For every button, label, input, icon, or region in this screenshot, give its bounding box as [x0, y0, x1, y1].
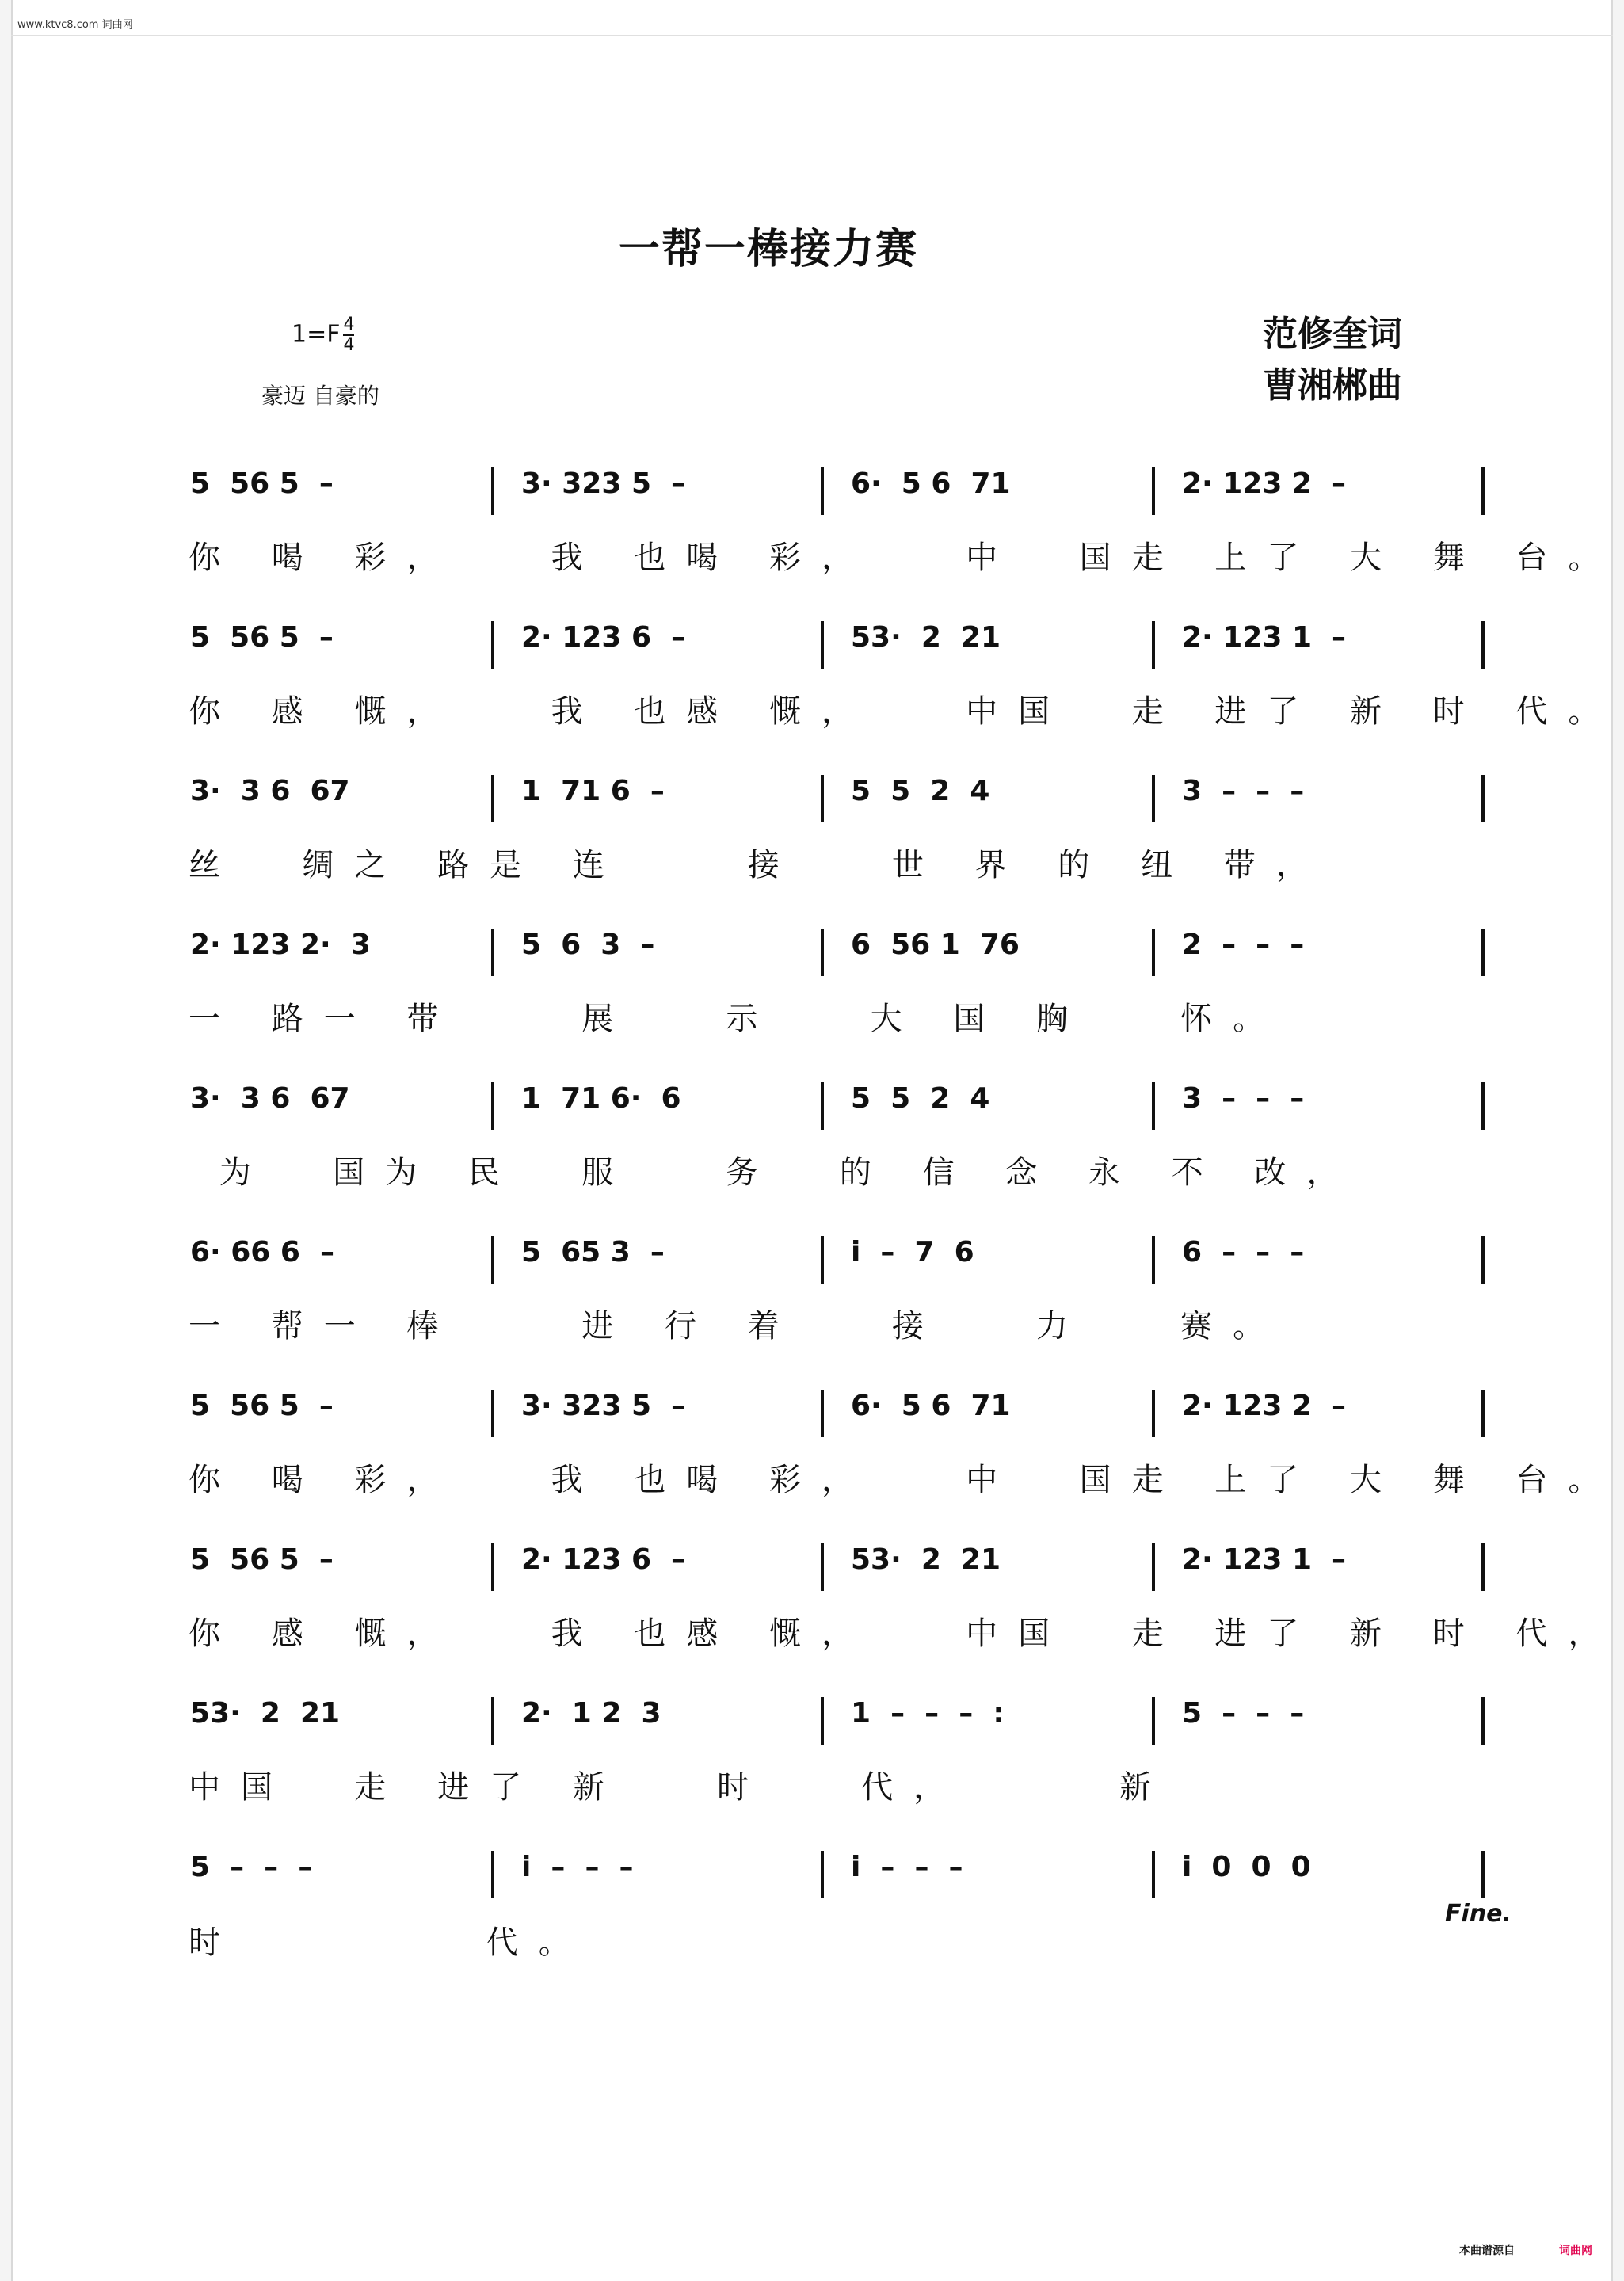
measure: 6· 66 6 – [190, 1236, 335, 1268]
bar-line [821, 929, 824, 976]
bar-line [1481, 1082, 1485, 1130]
lyrics-line-9: 中国 走 进了 新 时 代， 新 [189, 1769, 1172, 1806]
measure: 1 – – – : [851, 1697, 1005, 1730]
bar-line [491, 1697, 494, 1745]
measure: i – – – [851, 1851, 963, 1883]
lyrics-line-10: 时 代。 [189, 1924, 591, 1961]
measure: 5 56 5 – [190, 621, 334, 654]
notation-line-4 [181, 929, 1504, 967]
notation-line-5 [181, 1082, 1504, 1120]
measure: 2· 123 2· 3 [190, 929, 371, 961]
measure: 5 56 5 – [190, 1390, 334, 1422]
measure: 3 – – – [1182, 1082, 1305, 1115]
lyrics-line-4: 一 路一 带 展 示 大 国 胸 怀。 [189, 1001, 1286, 1037]
bar-line [1152, 1543, 1155, 1591]
measure: 5 56 5 – [190, 1543, 334, 1576]
bar-line [491, 467, 494, 515]
page-right-margin [1611, 0, 1624, 2281]
footer-site-name: 词曲网 [1559, 2245, 1592, 2257]
bar-line [491, 621, 494, 669]
measure: 1 71 6 – [521, 775, 665, 807]
bar-line [1481, 1236, 1485, 1284]
bar-line [821, 1390, 824, 1437]
measure: 2· 123 6 – [521, 621, 686, 654]
bar-line [821, 1236, 824, 1284]
measure: 6· 5 6 71 [851, 467, 1011, 500]
bar-line [491, 1390, 494, 1437]
bar-line [1152, 467, 1155, 515]
bar-line [1481, 929, 1485, 976]
bar-line [1152, 775, 1155, 822]
source-url: www.ktvc8.com 词曲网 [17, 19, 133, 31]
notation-line-1 [181, 467, 1504, 505]
bar-line [1481, 1390, 1485, 1437]
measure: 2· 123 1 – [1182, 1543, 1347, 1576]
tempo-marking: 豪迈 自豪的 [261, 383, 379, 409]
measure: 53· 2 21 [851, 1543, 1001, 1576]
notation-line-9 [181, 1697, 1504, 1735]
bar-line [1481, 775, 1485, 822]
lyrics-line-6: 一 帮一 棒 进 行 着 接 力 赛。 [189, 1308, 1286, 1345]
measure: 6 56 1 76 [851, 929, 1020, 961]
measure: 6 – – – [1182, 1236, 1305, 1268]
measure: i 0 0 0 [1182, 1851, 1311, 1883]
time-signature [343, 315, 354, 355]
measure: 2· 123 2 – [1182, 467, 1347, 500]
measure: 6· 5 6 71 [851, 1390, 1011, 1422]
bar-line [821, 1851, 824, 1898]
measure: 5 56 5 – [190, 467, 334, 500]
notation-line-8 [181, 1543, 1504, 1581]
notation-line-10 [181, 1851, 1504, 1889]
measure: 2· 1 2 3 [521, 1697, 661, 1730]
bar-line [1152, 929, 1155, 976]
composer-credit: 曹湘郴曲 [1263, 365, 1402, 406]
measure: 5 65 3 – [521, 1236, 665, 1268]
bar-line [821, 467, 824, 515]
bar-line [1152, 1697, 1155, 1745]
measure: 3 – – – [1182, 775, 1305, 807]
measure: 53· 2 21 [190, 1697, 341, 1730]
bar-line [821, 775, 824, 822]
measure: i – – – [521, 1851, 634, 1883]
bar-line [821, 1697, 824, 1745]
time-denominator: 4 [343, 335, 355, 355]
bar-line [1152, 1236, 1155, 1284]
measure: 2 – – – [1182, 929, 1305, 961]
lyrics-line-1: 你 喝 彩， 我 也喝 彩， 中 国走 上了 大 舞 台。 [189, 540, 1621, 576]
footer-source-note: 本曲谱源自 [1459, 2245, 1515, 2257]
bar-line [491, 1082, 494, 1130]
bar-line [491, 1236, 494, 1284]
bar-line [491, 1851, 494, 1898]
measure: 5 6 3 – [521, 929, 655, 961]
fine-marking: Fine. [1445, 1900, 1512, 1928]
measure: 2· 123 2 – [1182, 1390, 1347, 1422]
bar-line [821, 1082, 824, 1130]
song-title: 一帮一棒接力赛 [618, 225, 918, 273]
measure: 3· 3 6 67 [190, 1082, 350, 1115]
measure: 3· 323 5 – [521, 1390, 686, 1422]
lyrics-line-2: 你 感 慨， 我 也感 慨， 中国 走 进了 新 时 代。 [189, 693, 1621, 730]
bar-line [821, 621, 824, 669]
time-numerator: 4 [343, 315, 355, 334]
measure: 3· 323 5 – [521, 467, 686, 500]
measure: 2· 123 1 – [1182, 621, 1347, 654]
bar-line [1152, 1390, 1155, 1437]
measure: 5 – – – [190, 1851, 313, 1883]
lyrics-line-5: 为 国为 民 服 务 的 信 念 永 不 改， [189, 1154, 1359, 1191]
notation-line-6 [181, 1236, 1504, 1274]
bar-line [1152, 1082, 1155, 1130]
measure: 5 – – – [1182, 1697, 1305, 1730]
key-signature [292, 315, 354, 355]
bar-line [1481, 1543, 1485, 1591]
notation-line-2 [181, 621, 1504, 659]
bar-line [1481, 1697, 1485, 1745]
key-label: 1=F [292, 320, 341, 349]
lyrics-line-7: 你 喝 彩， 我 也喝 彩， 中 国走 上了 大 舞 台。 [189, 1462, 1621, 1498]
measure: 2· 123 6 – [521, 1543, 686, 1576]
bar-line [821, 1543, 824, 1591]
notation-line-3 [181, 775, 1504, 813]
measure: 53· 2 21 [851, 621, 1001, 654]
measure: 1 71 6· 6 [521, 1082, 681, 1115]
bar-line [491, 929, 494, 976]
bar-line [1152, 1851, 1155, 1898]
measure: 3· 3 6 67 [190, 775, 350, 807]
bar-line [491, 1543, 494, 1591]
bar-line [1152, 621, 1155, 669]
bar-line [491, 775, 494, 822]
bar-line [1481, 621, 1485, 669]
lyrics-line-3: 丝 绸之 路是 连 接 世 界 的 纽 带， [189, 847, 1329, 883]
measure: i – 7 6 [851, 1236, 974, 1268]
lyrics-line-8: 你 感 慨， 我 也感 慨， 中国 走 进了 新 时 代， [189, 1615, 1621, 1652]
lyricist-credit: 范修奎词 [1263, 314, 1402, 354]
bar-line [1481, 1851, 1485, 1898]
notation-line-7 [181, 1390, 1504, 1428]
header-divider [11, 35, 1613, 36]
bar-line [1481, 467, 1485, 515]
page-left-margin [0, 0, 13, 2281]
measure: 5 5 2 4 [851, 775, 990, 807]
measure: 5 5 2 4 [851, 1082, 990, 1115]
